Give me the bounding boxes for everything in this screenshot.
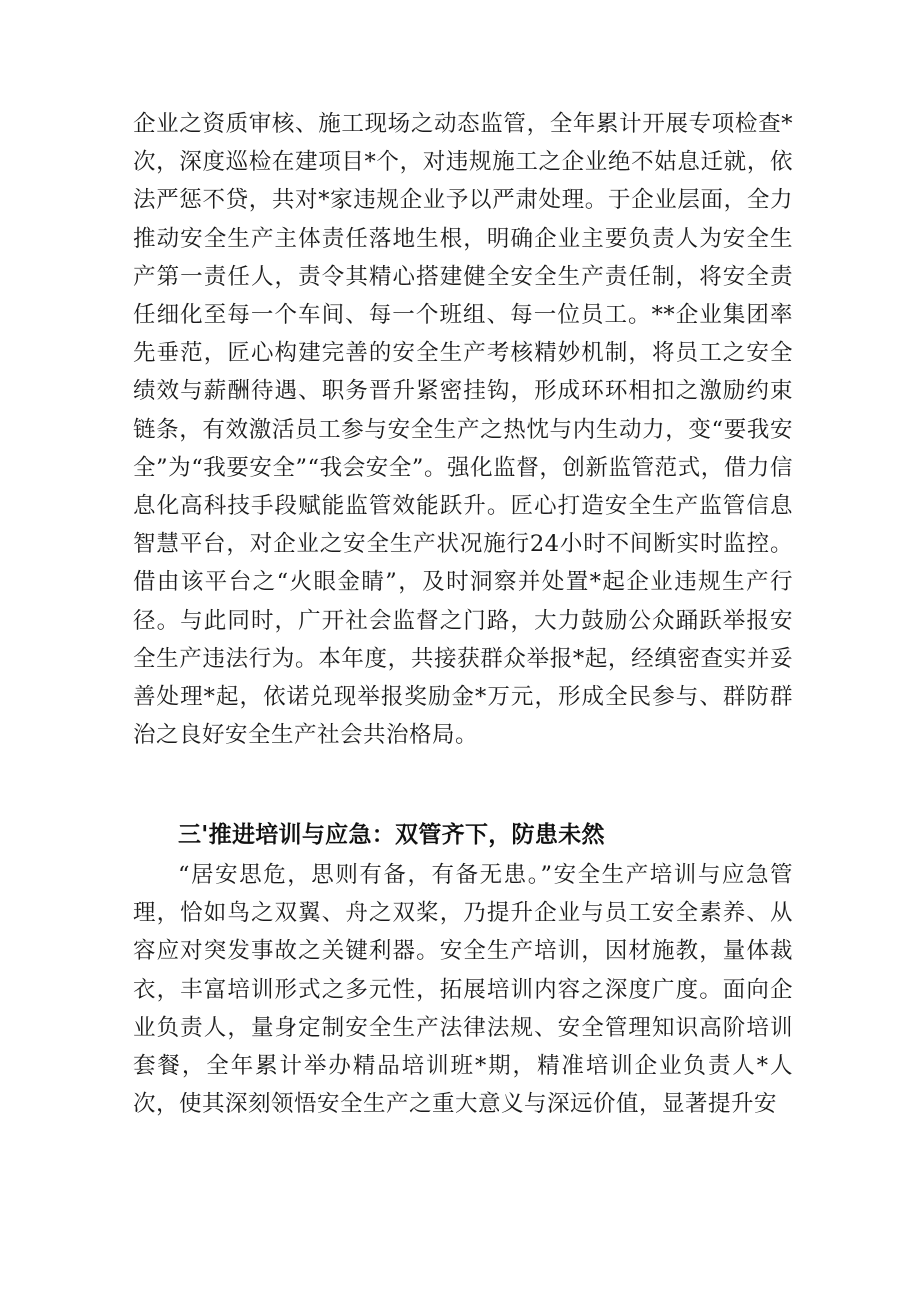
body-paragraph: “居安思危，思则有备，有备无患。”安全生产培训与应急管理，恰如鸟之双翼、舟之双桨，乃提升企业与员工安全素养、从容应对突发事故之关键利器。安全生产培训，因材施教，量体裁衣，丰富培训形式之多元性，拓展培训内容之深度广度。面向企业负责人，量身定制安全生产法律法规、安全管理知识高阶培训套餐，全年累计举办精品培训班*期，精准培训企业负责人*人次，使其深刻领悟安全生产之重大意义与深远价值，显著提升安 <box>133 862 793 1118</box>
section-heading: 三'推进培训与应急：双管齐下，防患未然 <box>178 822 605 848</box>
body-paragraph-continued: 企业之资质审核、施工现场之动态监管，全年累计开展专项检查*次，深度巡检在建项目*个，对违规施工之企业绝不姑息迁就，依法严惩不贷，共对*家违规企业予以严肃处理。于企业层面，全力推动安全生产主体责任落地生根，明确企业主要负责人为安全生产第一责任人，责令其精心搭建健全安全生产责任制，将安全责任细化至每一个车间、每一个班组、每一位员工。**企业集团率先垂范，匠心构建完善的安全生产考核精妙机制，将员工之安全绩效与薪酬待遇、职务晋升紧密挂钩，形成环环相扣之激励约束链条，有效激活员工参与安全生产之热忱与内生动力，变“要我安全”为“我要安全”“我会安全”。强化监督，创新监管范式，借力信息化高科技手段赋能监管效能跃升。匠心打造安全生产监管信息智慧平台，对企业之安全生产状况施行24小时不间断实时监控。借由该平台之“火眼金睛”，及时洞察并处置*起企业违规生产行径。与此同时，广开社会监督之门路，大力鼓励公众踊跃举报安全生产违法行为。本年度，共接获群众举报*起，经缜密查实并妥善处理*起，依诺兑现举报奖励金*万元，形成全民参与、群防群治之良好安全生产社会共治格局。 <box>133 111 793 749</box>
